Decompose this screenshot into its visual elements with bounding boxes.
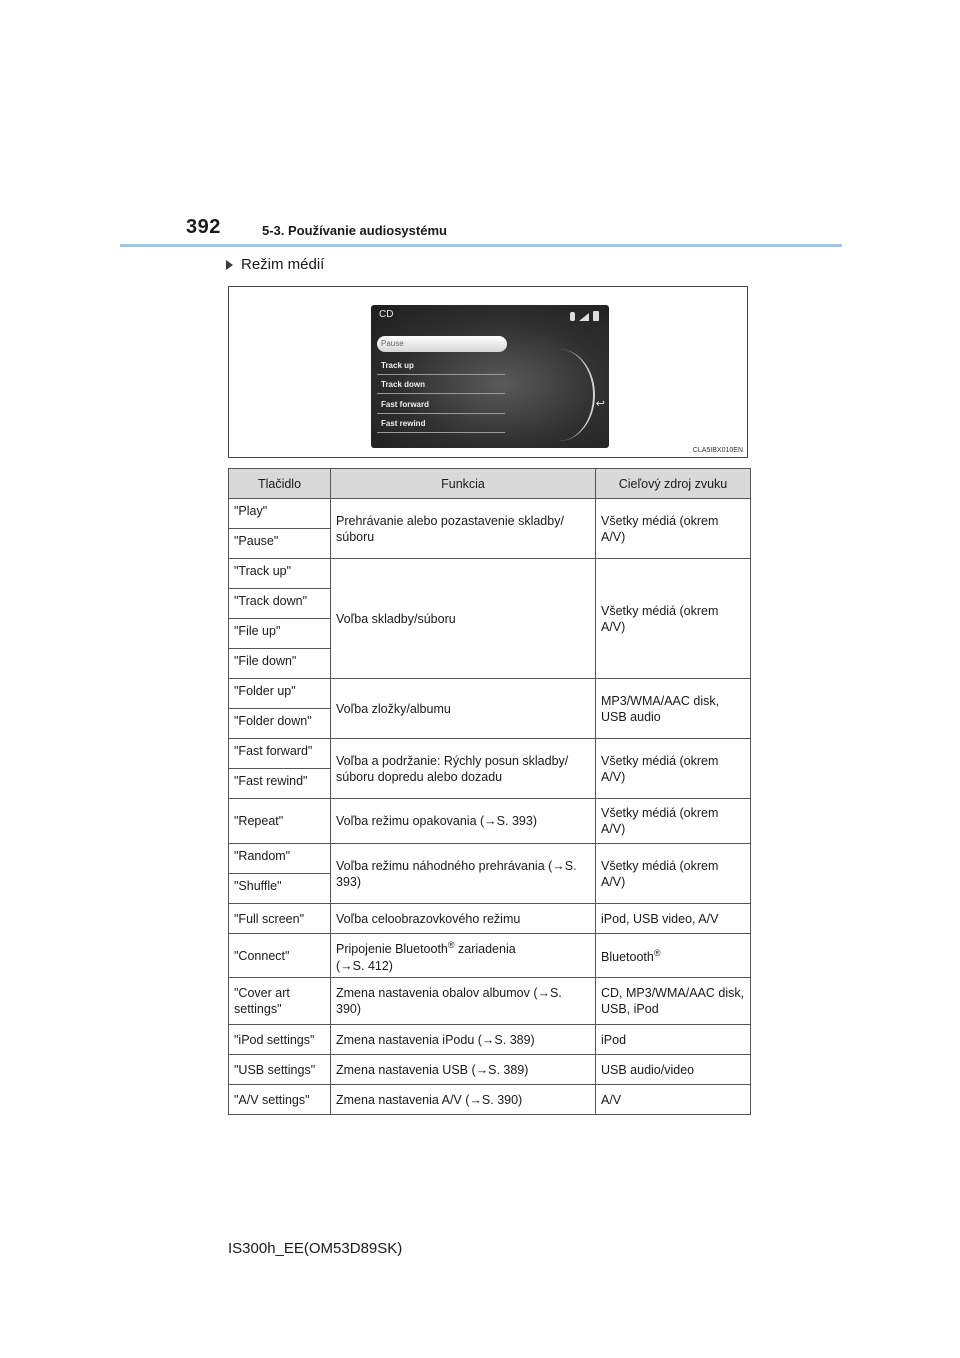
cell-button: "Folder down" [229, 709, 331, 739]
page-number: 392 [186, 216, 221, 238]
cell-button: "iPod settings" [229, 1025, 331, 1055]
cell-target: MP3/WMA/AAC disk, USB audio [596, 679, 751, 739]
cell-button: "Connect" [229, 934, 331, 978]
menu-item-track-down: Track down [377, 377, 505, 394]
cell-button: "A/V settings" [229, 1085, 331, 1115]
cell-function: Voľba a podržanie: Rýchly posun skladby/ súboru dopredu alebo dozadu [331, 739, 596, 799]
target-text: Bluetooth [601, 950, 654, 965]
subheading [226, 256, 324, 273]
cell-button: "Folder up" [229, 679, 331, 709]
menu-item-pause: Pause [377, 336, 507, 352]
cell-button: "Full screen" [229, 904, 331, 934]
cell-target: A/V [596, 1085, 751, 1115]
cell-function: Voľba režimu náhodného prehrávania (→S. 393) [331, 844, 596, 904]
cell-button: "Track down" [229, 589, 331, 619]
function-ref: (→S. 412) [336, 958, 393, 973]
triangle-bullet-icon [226, 260, 233, 270]
cell-function: Voľba celoobrazovkového režimu [331, 904, 596, 934]
cell-target: iPod [596, 1025, 751, 1055]
cell-button: "File up" [229, 619, 331, 649]
cell-function: Voľba režimu opakovania (→S. 393) [331, 799, 596, 844]
registered-mark: ® [653, 948, 661, 959]
cell-target: Všetky médiá (okrem A/V) [596, 499, 751, 559]
cell-target: Všetky médiá (okrem A/V) [596, 739, 751, 799]
col-header-target: Cieľový zdroj zvuku [596, 469, 751, 499]
cell-function [331, 934, 596, 978]
header-rule [120, 244, 842, 247]
table-row [229, 1025, 751, 1055]
figure-code: CLA5IBX010EN [692, 447, 743, 454]
cell-target: Všetky médiá (okrem A/V) [596, 559, 751, 679]
cell-button: "Random" [229, 844, 331, 874]
table-row [229, 499, 751, 529]
table-row [229, 559, 751, 589]
section-title: 5-3. Používanie audiosystému [262, 223, 447, 238]
menu-item-track-up: Track up [377, 358, 505, 375]
table-row [229, 679, 751, 709]
cell-target: Všetky médiá (okrem A/V) [596, 844, 751, 904]
bluetooth-icon [570, 312, 575, 321]
menu-item-fast-rewind: Fast rewind [377, 416, 505, 433]
signal-icon [579, 313, 589, 321]
cell-button: "Pause" [229, 529, 331, 559]
menu-item-fast-forward: Fast forward [377, 397, 505, 414]
cell-button: "Fast forward" [229, 739, 331, 769]
cell-target: Všetky médiá (okrem A/V) [596, 799, 751, 844]
table-row [229, 1085, 751, 1115]
button-function-table [228, 468, 751, 1115]
table-row [229, 934, 751, 978]
cell-target: iPod, USB video, A/V [596, 904, 751, 934]
cell-button: "Shuffle" [229, 874, 331, 904]
cell-function: Zmena nastavenia USB (→S. 389) [331, 1055, 596, 1085]
display-screen [371, 305, 609, 448]
scroll-arc [523, 349, 595, 441]
cell-button: "File down" [229, 649, 331, 679]
cell-target: CD, MP3/WMA/AAC disk, USB, iPod [596, 978, 751, 1025]
status-icons [570, 311, 599, 321]
table-row [229, 739, 751, 769]
registered-mark: ® [447, 940, 455, 951]
cell-function: Prehrávanie alebo pozastavenie skladby/ súboru [331, 499, 596, 559]
document-code: IS300h_EE(OM53D89SK) [228, 1240, 403, 1257]
cell-button: "Cover art settings" [229, 978, 331, 1025]
media-screen-figure [228, 286, 748, 458]
function-text-suffix: zariadenia [454, 942, 516, 957]
table-header-row [229, 469, 751, 499]
table-row [229, 799, 751, 844]
cell-function: Zmena nastavenia A/V (→S. 390) [331, 1085, 596, 1115]
cell-target: USB audio/video [596, 1055, 751, 1085]
screen-title: CD [379, 309, 394, 320]
table-row [229, 1055, 751, 1085]
battery-icon [593, 311, 599, 321]
cell-button: "USB settings" [229, 1055, 331, 1085]
table-row [229, 844, 751, 874]
cell-function: Zmena nastavenia obalov albumov (→S. 390) [331, 978, 596, 1025]
table-row [229, 904, 751, 934]
cell-function: Voľba skladby/súboru [331, 559, 596, 679]
cell-button: "Repeat" [229, 799, 331, 844]
subheading-text: Režim médií [241, 256, 325, 273]
cell-button: "Play" [229, 499, 331, 529]
cell-button: "Track up" [229, 559, 331, 589]
table-row [229, 978, 751, 1025]
cell-target [596, 934, 751, 978]
cell-button: "Fast rewind" [229, 769, 331, 799]
cell-function: Voľba zložky/albumu [331, 679, 596, 739]
return-icon: ↩ [595, 398, 605, 410]
col-header-function: Funkcia [331, 469, 596, 499]
col-header-button: Tlačidlo [229, 469, 331, 499]
function-text: Pripojenie Bluetooth [336, 942, 448, 957]
cell-function: Zmena nastavenia iPodu (→S. 389) [331, 1025, 596, 1055]
